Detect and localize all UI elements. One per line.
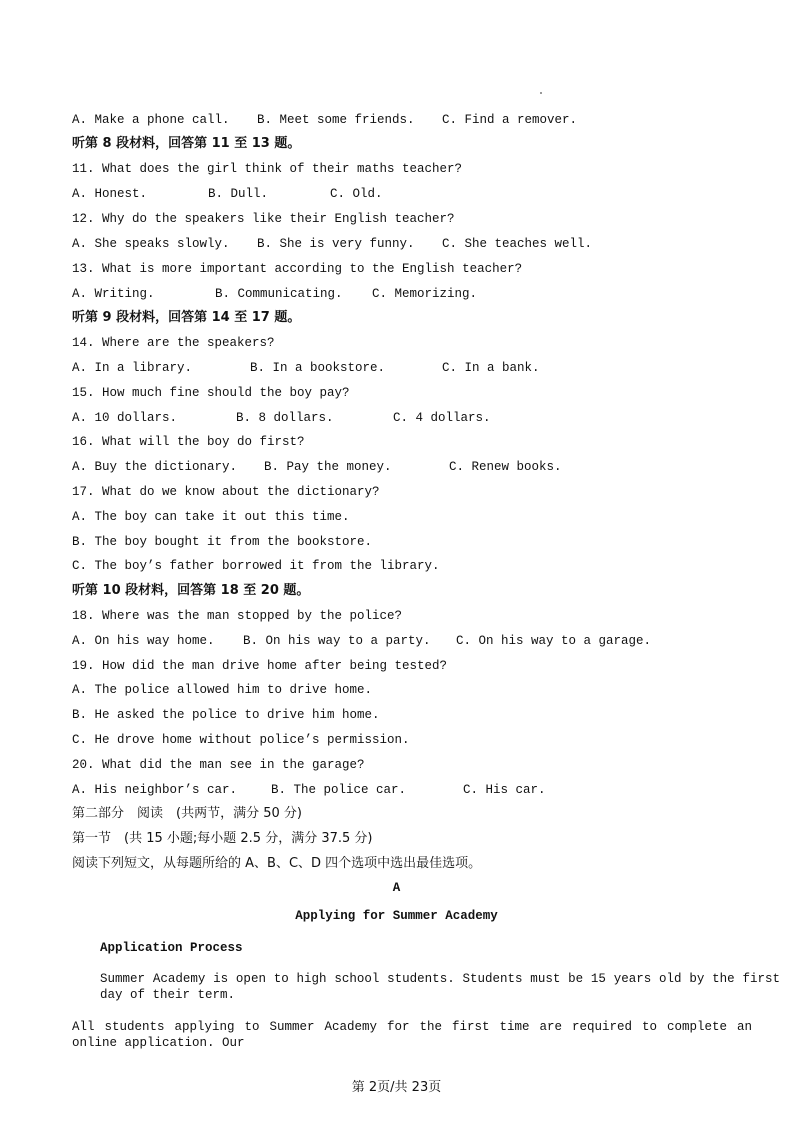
option-c: C. In a bank. [442, 361, 540, 375]
option-b: B. She is very funny. [257, 237, 415, 251]
paragraph-1: Summer Academy is open to high school students. Students must be 15 years old by the first day of their term. [100, 972, 780, 1002]
option-b: B. The police car. [271, 783, 407, 797]
option-a: A. Writing. [72, 287, 155, 301]
stray-mark [540, 92, 542, 94]
option-a: A. Make a phone call. [72, 113, 230, 127]
option-c: C. Old. [330, 187, 383, 201]
question-12: 12. Why do the speakers like their English teacher? [72, 212, 455, 226]
option-a: A. Honest. [72, 187, 148, 201]
option-a: A. On his way home. [72, 634, 215, 648]
question-13: 13. What is more important according to the English teacher? [72, 262, 523, 276]
option-17c: C. The boy’s father borrowed it from the library. [72, 559, 440, 573]
section-header-9: 听第 9 段材料，回答第 14 至 17 题。 [72, 310, 301, 325]
passage-letter: A [392, 881, 401, 895]
option-b: B. Communicating. [215, 287, 343, 301]
option-b: B. On his way to a party. [243, 634, 431, 648]
question-17: 17. What do we know about the dictionary? [72, 485, 380, 499]
question-15: 15. How much fine should the boy pay? [72, 386, 350, 400]
option-17a: A. The boy can take it out this time. [72, 510, 350, 524]
option-c: C. Renew books. [449, 460, 562, 474]
section-header-10: 听第 10 段材料，回答第 18 至 20 题。 [72, 583, 310, 598]
option-19b: B. He asked the police to drive him home. [72, 708, 380, 722]
reading-instructions: 阅读下列短文，从每题所给的 A、B、C、D 四个选项中选出最佳选项。 [72, 856, 482, 871]
option-a: A. Buy the dictionary. [72, 460, 238, 474]
question-11: 11. What does the girl think of their maths teacher? [72, 162, 463, 176]
option-19a: A. The police allowed him to drive home. [72, 683, 373, 697]
option-b: B. Meet some friends. [257, 113, 415, 127]
option-c: C. Memorizing. [372, 287, 478, 301]
option-a: A. 10 dollars. [72, 411, 178, 425]
option-b: B. 8 dollars. [236, 411, 334, 425]
option-c: C. 4 dollars. [393, 411, 491, 425]
option-b: B. Dull. [208, 187, 269, 201]
option-a: A. She speaks slowly. [72, 237, 230, 251]
option-19c: C. He drove home without police’s permission. [72, 733, 410, 747]
option-c: C. On his way to a garage. [456, 634, 652, 648]
option-b: B. In a bookstore. [250, 361, 386, 375]
part-two-header: 第二部分 阅读 (共两节，满分 50 分) [72, 806, 302, 821]
passage-title: Applying for Summer Academy [295, 909, 498, 923]
page-footer: 第 2页/共 23页 [351, 1080, 442, 1095]
section-one-header: 第一节 (共 15 小题;每小题 2.5 分，满分 37.5 分) [72, 831, 373, 846]
option-17b: B. The boy bought it from the bookstore. [72, 535, 373, 549]
section-header-8: 听第 8 段材料，回答第 11 至 13 题。 [72, 136, 301, 151]
subheading: Application Process [100, 941, 243, 955]
option-c: C. She teaches well. [442, 237, 593, 251]
option-b: B. Pay the money. [264, 460, 392, 474]
option-c: C. Find a remover. [442, 113, 578, 127]
question-14: 14. Where are the speakers? [72, 336, 275, 350]
question-20: 20. What did the man see in the garage? [72, 758, 365, 772]
question-16: 16. What will the boy do first? [72, 435, 305, 449]
option-c: C. His car. [463, 783, 546, 797]
option-a: A. His neighbor’s car. [72, 783, 238, 797]
question-18: 18. Where was the man stopped by the police? [72, 609, 403, 623]
paragraph-2: All students applying to Summer Academy for the first time are required to complete an online application. Our [72, 1020, 752, 1050]
question-19: 19. How did the man drive home after being tested? [72, 659, 448, 673]
option-a: A. In a library. [72, 361, 193, 375]
